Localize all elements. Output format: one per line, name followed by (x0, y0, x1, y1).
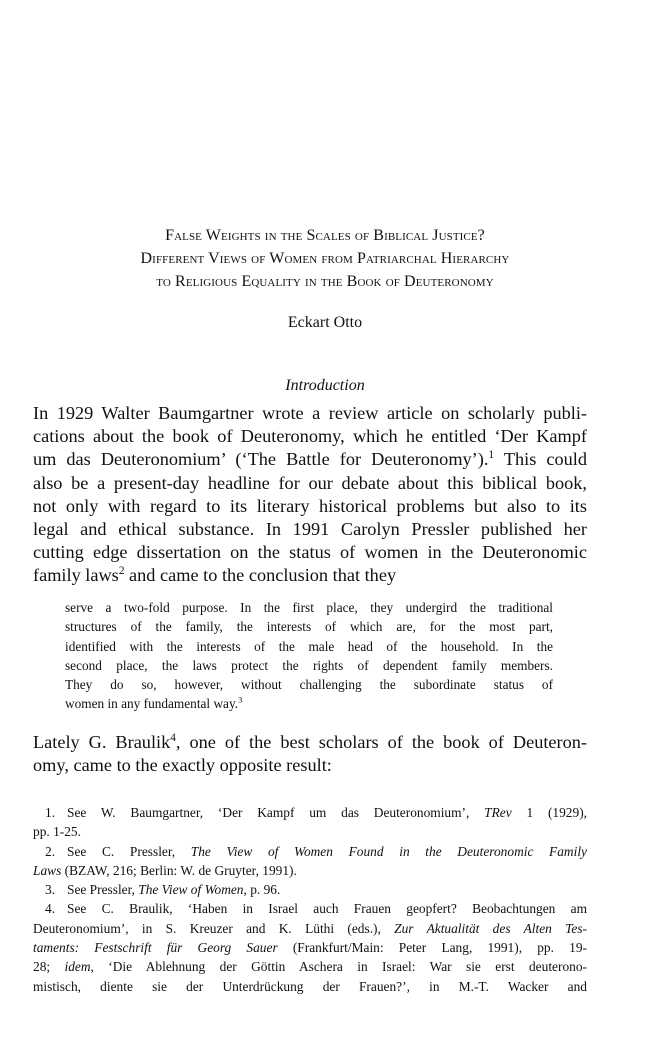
body-paragraph-1 (33, 402, 587, 588)
quote-line: second place, the laws protect the rights of dependent family members. (65, 657, 553, 673)
footnotes (33, 803, 587, 996)
journal-title: TRev (484, 805, 512, 820)
text-span: 1 (1929), (511, 805, 587, 820)
text-span: and came to the conclusion that they (124, 565, 397, 586)
text-span: , ‘Die Ablehnung der Göttin Aschera in Israel: War sie erst deuterono- (90, 959, 587, 975)
book-title: Laws (33, 862, 62, 878)
section-heading: Introduction (285, 377, 365, 394)
title-line-2: Different Views of Women from Patriarchal Hierarchy (140, 250, 510, 267)
quote-line: identified with the interests of the male head of the household. In the (65, 638, 553, 654)
text-span: (Frankfurt/Main: Peter Lang, 1991), pp. 19- (277, 940, 587, 956)
footnote-4-line (33, 919, 587, 938)
text-line: omy, came to the exactly opposite result: (33, 755, 332, 776)
text-line: In 1929 Walter Baumgartner wrote a review article on scholarly publi- (33, 403, 587, 423)
text-line (33, 564, 587, 587)
text-span: (BZAW, 216; Berlin: W. de Gruyter, 1991). (61, 862, 297, 878)
footnote-number: 1. (45, 805, 56, 820)
text-span: This could (494, 449, 587, 470)
body-paragraph-2 (33, 731, 587, 777)
footnote-4-line (33, 899, 587, 918)
footnote-number: 4. (45, 901, 56, 917)
text-line: not only with regard to its literary historical problems but also to its (33, 495, 587, 516)
text-span: women in any fundamental way. (65, 696, 239, 712)
footnote-3-line (33, 880, 587, 899)
quote-line: structures of the family, the interests of which are, for the most part, (65, 619, 553, 635)
book-title: The View of Women Found in the Deuteronomic Family (190, 843, 587, 859)
idem-term: idem (64, 959, 91, 975)
author-name: Eckart Otto (287, 314, 363, 331)
block-quote (65, 598, 553, 714)
text-span: See W. Baumgartner, ‘Der Kampf um das Deuteronomium’, (67, 805, 485, 820)
text-span: See C. Braulik, ‘Haben in Israel auch Frauen geopfert? Beobachtungen am (67, 901, 587, 917)
footnote-ref-1[interactable]: 1 (488, 449, 495, 462)
text-span: See Pressler, (67, 882, 139, 898)
text-line: also be a present-day headline for our debate about this biblical book, (33, 472, 587, 493)
text-span: , one of the best scholars of the book of Deuteron- (175, 732, 587, 752)
text-span: See C. Pressler, (67, 843, 191, 859)
text-line (33, 448, 587, 471)
quote-line: serve a two-fold purpose. In the first place, they undergird the traditional (65, 600, 553, 615)
text-span: , p. 96. (243, 882, 281, 898)
quote-line: They do so, however, without challenging the subordinate status of (65, 677, 553, 693)
text-line: cutting edge dissertation on the status of women in the Deuteronomic (33, 542, 587, 563)
text-span: Lately G. Braulik (33, 732, 171, 752)
footnote-1-line: pp. 1-25. (33, 824, 81, 840)
footnote-ref-3[interactable]: 3 (238, 696, 243, 706)
footnote-ref-2[interactable]: 2 (118, 565, 125, 578)
footnote-ref-4[interactable]: 4 (170, 731, 176, 744)
footnote-4-line (33, 938, 587, 957)
chapter-title (30, 224, 620, 293)
text-span: 28; (33, 959, 65, 975)
footnote-2-line (33, 842, 587, 861)
quote-line (65, 694, 553, 713)
text-line: cations about the book of Deuteronomy, which he entitled ‘Der Kampf (33, 426, 587, 447)
text-line (33, 731, 587, 754)
title-line-1: False Weights in the Scales of Biblical Justice? (165, 227, 485, 244)
book-title: The View of Women (138, 882, 244, 898)
footnote-1-line (33, 803, 587, 822)
footnote-4-line: mistisch, diente sie der Unterdrückung der Frauen?’, in M.-T. Wacker and (33, 978, 587, 994)
footnote-number: 3. (45, 882, 56, 898)
footnote-4-line (33, 957, 587, 976)
text-line: legal and ethical substance. In 1991 Carolyn Pressler published her (33, 519, 587, 540)
footnote-number: 2. (45, 843, 56, 859)
footnote-2-line (33, 861, 587, 880)
title-line-3: to Religious Equality in the Book of Deuteronomy (156, 273, 494, 290)
text-span: family laws (33, 565, 119, 586)
text-span: Deuteronomium’, in S. Kreuzer and K. Lüthi (eds.), (33, 920, 395, 936)
text-span: um das Deuteronomium’ (‘The Battle for Deuteronomy’). (33, 449, 489, 470)
book-title: Zur Aktualität des Alten Tes- (394, 920, 587, 936)
book-title: taments: Festschrift für Georg Sauer (33, 940, 278, 956)
